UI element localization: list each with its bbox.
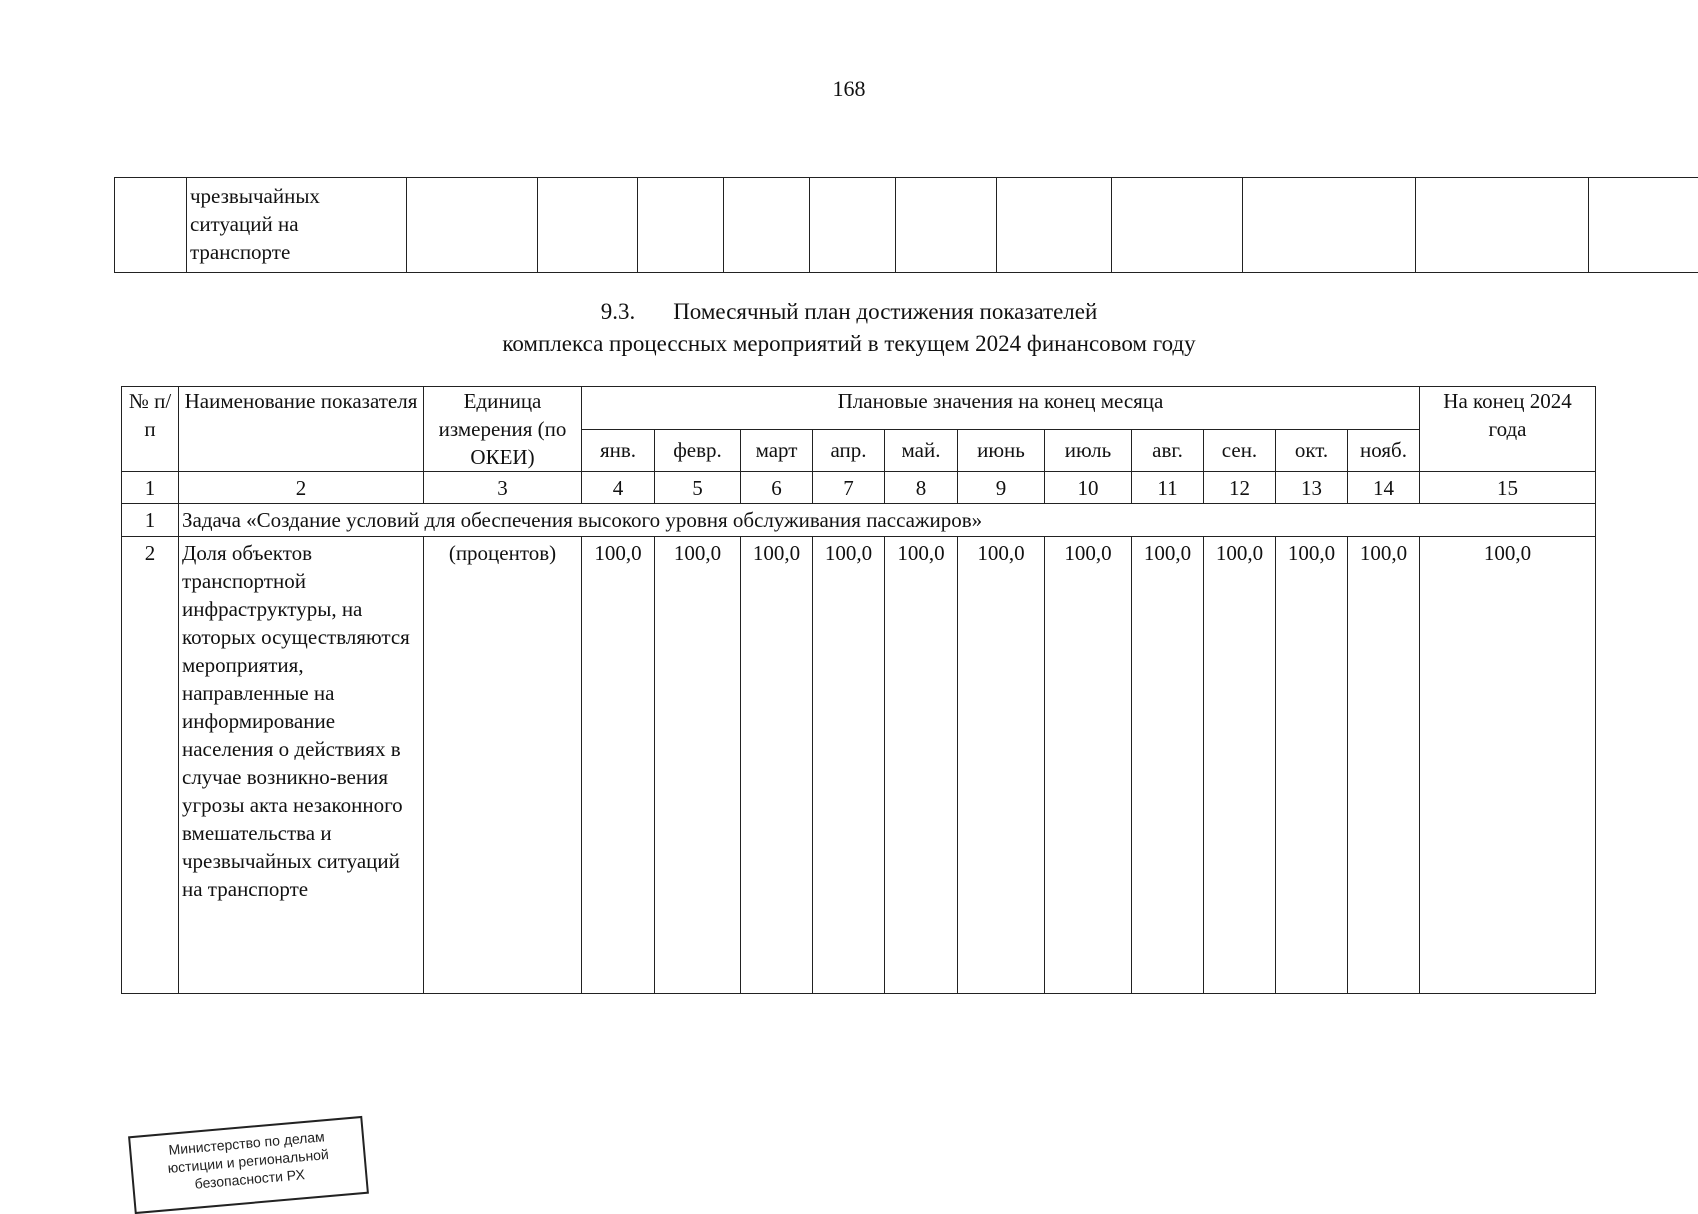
column-number: 12 — [1204, 472, 1276, 504]
month-value: 100,0 — [1132, 537, 1204, 994]
month-value: 100,0 — [1348, 537, 1420, 994]
indicator-name-continuation — [187, 178, 407, 273]
month-header: май. — [885, 429, 958, 472]
month-header: февр. — [655, 429, 741, 472]
month-header: нояб. — [1348, 429, 1420, 472]
month-value: 100,0 — [582, 537, 655, 994]
monthly-plan-table — [121, 386, 1596, 994]
month-header: окт. — [1276, 429, 1348, 472]
empty-cell — [407, 178, 538, 273]
column-number: 11 — [1132, 472, 1204, 504]
task-text: Задача «Создание условий для обеспечения высокого уровня обслуживания пассажиров» — [179, 504, 1596, 537]
month-value: 100,0 — [1045, 537, 1132, 994]
empty-cell — [1112, 178, 1243, 273]
name-line: чрезвычайных — [190, 182, 403, 210]
empty-cell — [638, 178, 724, 273]
month-value: 100,0 — [1276, 537, 1348, 994]
month-header: янв. — [582, 429, 655, 472]
month-header: июнь — [958, 429, 1045, 472]
column-number: 7 — [813, 472, 885, 504]
column-number: 9 — [958, 472, 1045, 504]
header-planned: Плановые значения на конец месяца — [582, 387, 1420, 430]
column-number: 14 — [1348, 472, 1420, 504]
empty-cell — [1416, 178, 1589, 273]
column-number-row — [122, 472, 1596, 504]
header-unit: Единица измерения (по ОКЕИ) — [424, 387, 582, 472]
month-value: 100,0 — [813, 537, 885, 994]
header-num: № п/п — [122, 387, 179, 472]
name-line: транспорте — [190, 238, 403, 266]
month-value: 100,0 — [958, 537, 1045, 994]
section-title-text: Помесячный план достижения показателей — [673, 299, 1097, 324]
indicator-name: Доля объектов транспортной инфраструктуры, на которых осуществляются мероприятия, направленные на информирование населения о действиях в случае возникно-вения угрозы акта незаконного вмешательства и чрезвычайных ситуаций на транспорте — [179, 537, 424, 994]
continuation-table — [114, 177, 1698, 273]
empty-cell — [896, 178, 997, 273]
month-header: авг. — [1132, 429, 1204, 472]
month-header: сен. — [1204, 429, 1276, 472]
month-value: 100,0 — [741, 537, 813, 994]
column-number: 3 — [424, 472, 582, 504]
month-header: март — [741, 429, 813, 472]
year-end-value: 100,0 — [1420, 537, 1596, 994]
column-number: 2 — [179, 472, 424, 504]
empty-cell — [997, 178, 1112, 273]
column-number: 5 — [655, 472, 741, 504]
section-title-line1 — [0, 296, 1698, 328]
section-number: 9.3. — [601, 299, 636, 324]
empty-cell — [1589, 178, 1698, 273]
ministry-stamp: Министерство по делам юстиции и региональной безопасности РХ — [128, 1116, 369, 1214]
page-number: 168 — [0, 76, 1698, 102]
column-number: 10 — [1045, 472, 1132, 504]
month-header: апр. — [813, 429, 885, 472]
empty-cell — [1243, 178, 1416, 273]
task-row — [122, 504, 1596, 537]
indicator-num: 2 — [122, 537, 179, 994]
column-number: 4 — [582, 472, 655, 504]
indicator-row — [122, 537, 1596, 994]
header-name: Наименование показателя — [179, 387, 424, 472]
column-number: 15 — [1420, 472, 1596, 504]
empty-cell — [810, 178, 896, 273]
column-number: 6 — [741, 472, 813, 504]
month-header: июль — [1045, 429, 1132, 472]
header-year-end: На конец 2024 года — [1420, 387, 1596, 472]
header-row-1 — [122, 387, 1596, 430]
name-line: ситуаций на — [190, 210, 403, 238]
column-number: 13 — [1276, 472, 1348, 504]
month-value: 100,0 — [1204, 537, 1276, 994]
column-number: 8 — [885, 472, 958, 504]
empty-cell — [724, 178, 810, 273]
empty-cell — [115, 178, 187, 273]
section-title-line2: комплекса процессных мероприятий в текущем 2024 финансовом году — [0, 328, 1698, 360]
task-num: 1 — [122, 504, 179, 537]
month-value: 100,0 — [655, 537, 741, 994]
column-number: 1 — [122, 472, 179, 504]
month-value: 100,0 — [885, 537, 958, 994]
empty-cell — [538, 178, 638, 273]
indicator-unit: (процентов) — [424, 537, 582, 994]
